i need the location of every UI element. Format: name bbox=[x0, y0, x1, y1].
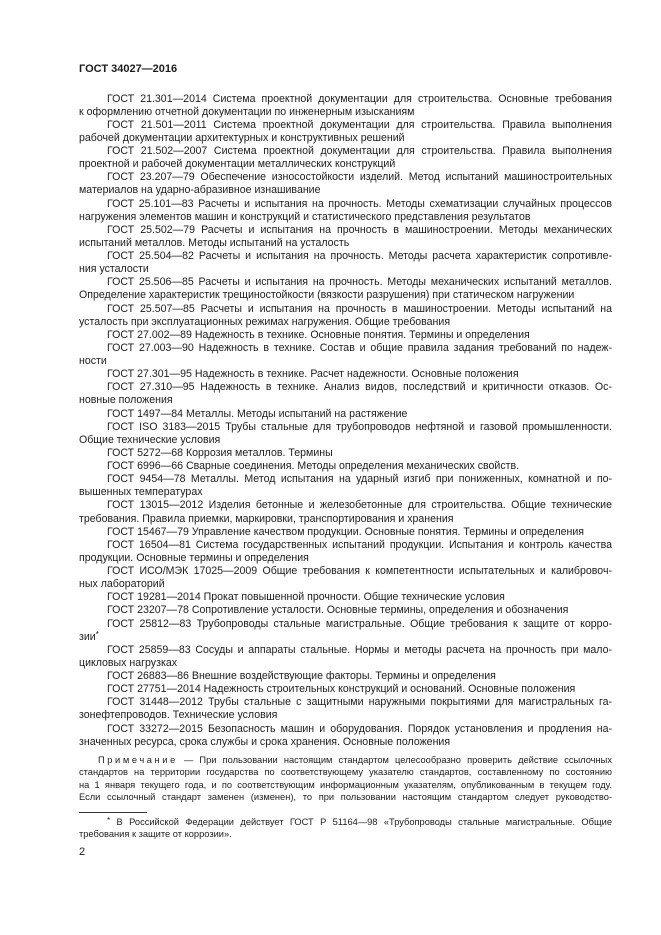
note-line: стандартов на территории государства по соответствующему указателю стандартов, составленному по состоянию bbox=[79, 767, 612, 778]
reference-line: ГОСТ 27.301—95 Надежность в технике. Расчет надежности. Основные положения bbox=[107, 368, 519, 381]
reference-entry bbox=[79, 618, 612, 644]
footnote-marker: * bbox=[95, 629, 99, 639]
footnote-line bbox=[79, 816, 612, 828]
reference-entry bbox=[79, 696, 612, 722]
reference-entry bbox=[79, 145, 612, 171]
reference-line: ГОСТ 25.507—85 Расчеты и испытания на прочность в машиностроении. Методы испытаний на bbox=[107, 302, 612, 315]
reference-line: ГОСТ ИСО/МЭК 17025—2009 Общие требования к компетентности испытательных и калибровоч- bbox=[107, 565, 612, 577]
reference-line: ГОСТ 31448—2012 Трубы стальные с защитными наружными покрытиями для магистральных га- bbox=[107, 696, 612, 709]
reference-line: ГОСТ 27.310—95 Надежность в технике. Анализ видов, последствий и критичности отказов. Ос- bbox=[107, 381, 612, 394]
reference-line: ГОСТ 9454—78 Металлы. Метод испытания на ударный изгиб при пониженных, комнатной и по- bbox=[107, 473, 612, 486]
reference-entry bbox=[79, 198, 612, 224]
reference-line: нагружения элементов машин и конструкций и статистического представления результатов bbox=[79, 210, 531, 223]
reference-entry bbox=[79, 342, 612, 368]
reference-line: ГОСТ 15467—79 Управление качеством продукции. Основные понятия. Термины и определения bbox=[107, 525, 585, 538]
reference-line: усталость при эксплуатационных режимах нагружения. Общие требования bbox=[79, 315, 451, 328]
reference-line-text: зии bbox=[79, 630, 96, 643]
reference-line: ГОСТ 16504—81 Система государственных испытаний продукции. Испытания и контроль качества bbox=[107, 538, 612, 551]
reference-line: ГОСТ 27.002—89 Надежность в технике. Основные понятия. Термины и определения bbox=[107, 328, 530, 341]
note-line: Если ссылочный стандарт заменен (изменен), то при пользовании настоящим стандартом следует руководство- bbox=[79, 791, 612, 802]
reference-entry bbox=[79, 250, 612, 276]
reference-line: рабочей документации архитектурных и конструктивных решений bbox=[79, 131, 405, 144]
reference-line: ГОСТ 26883—86 Внешние воздействующие факторы. Термины и определения bbox=[107, 670, 496, 682]
reference-line: ГОСТ 19281—2014 Прокат повышенной прочности. Общие технические условия bbox=[107, 591, 505, 604]
document-header: ГОСТ 34027—2016 bbox=[79, 63, 178, 75]
reference-entry bbox=[79, 604, 612, 617]
reference-line: продукции. Основные термины и определения bbox=[79, 551, 309, 564]
reference-entry bbox=[79, 565, 612, 591]
reference-entry bbox=[79, 276, 612, 302]
reference-entry bbox=[79, 670, 612, 683]
reference-line: ГОСТ 25859—83 Сосуды и аппараты стальные. Нормы и методы расчета на прочность при мало- bbox=[107, 643, 612, 656]
reference-line: ГОСТ 21.501—2011 Система проектной документации для строительства. Правила выполнения bbox=[107, 118, 612, 131]
reference-line: ГОСТ 1497—84 Металлы. Методы испытаний на растяжение bbox=[107, 407, 408, 420]
reference-line: ГОСТ 6996—66 Сварные соединения. Методы определения механических свойств. bbox=[107, 460, 520, 472]
reference-entry bbox=[79, 644, 612, 670]
reference-line: ГОСТ 33272—2015 Безопасность машин и оборудования. Порядок установления и продления на- bbox=[107, 722, 612, 735]
reference-entry bbox=[79, 408, 612, 421]
reference-entry bbox=[79, 526, 612, 539]
reference-entry bbox=[79, 303, 612, 329]
reference-entry bbox=[79, 473, 612, 499]
reference-line: ГОСТ 27751—2014 Надежность строительных конструкций и оснований. Основные положения bbox=[107, 683, 576, 696]
note-line-text: — При пользовании настоящим стандартом целесообразно проверить действие ссылочных bbox=[184, 755, 612, 765]
reference-entry bbox=[79, 499, 612, 525]
note-line bbox=[79, 754, 612, 766]
reference-entry bbox=[79, 368, 612, 381]
reference-entry bbox=[79, 723, 612, 749]
reference-line: ности bbox=[79, 355, 107, 367]
reference-line: ГОСТ 25.504—82 Расчеты и испытания на прочность. Методы расчета характеристик сопротивле- bbox=[107, 250, 612, 262]
note-block bbox=[79, 754, 612, 803]
footnote-line: требования к защите от коррозии». bbox=[79, 829, 232, 840]
reference-line: ГОСТ 21.301—2014 Система проектной документации для строительства. Основные требования bbox=[107, 92, 612, 105]
reference-line: вышенных температурах bbox=[79, 486, 203, 499]
reference-line: ГОСТ ISO 3183—2015 Трубы стальные для трубопроводов нефтяной и газовой промышленности. bbox=[107, 420, 612, 433]
reference-line: ГОСТ 23.207—79 Обеспечение износостойкости изделий. Метод испытаний машиностроительных bbox=[107, 171, 612, 184]
reference-entry bbox=[79, 591, 612, 604]
reference-entry bbox=[79, 171, 612, 197]
reference-line: ния усталости bbox=[79, 263, 149, 276]
reference-entry bbox=[79, 93, 612, 119]
reference-entry bbox=[79, 224, 612, 250]
reference-line: Определение характеристик трещиностойкости (вязкости разрушения) при статическом нагружении bbox=[79, 289, 575, 302]
reference-entry bbox=[79, 421, 612, 447]
reference-entry bbox=[79, 447, 612, 460]
reference-line: зонефтепроводов. Технические условия bbox=[79, 709, 278, 722]
page-number: 2 bbox=[79, 846, 86, 858]
reference-line: ГОСТ 21.502—2007 Система проектной документации для строительства. Правила выполнения bbox=[107, 145, 612, 157]
reference-line: ГОСТ 25812—83 Трубопроводы стальные магистральные. Общие требования к защите от корро- bbox=[107, 617, 612, 630]
reference-line: ГОСТ 25.502—79 Расчеты и испытания на прочность в машиностроении. Методы механических bbox=[107, 223, 612, 236]
reference-entry bbox=[79, 329, 612, 342]
footnote-line-text: В Российской Федерации действует ГОСТ Р 51164—98 «Трубопроводы стальные магистральные. Общие bbox=[116, 817, 612, 827]
reference-entry bbox=[79, 119, 612, 145]
reference-line: ГОСТ 27.003—90 Надежность в технике. Состав и общие правила задания требований по надеж- bbox=[107, 341, 612, 354]
reference-entry bbox=[79, 460, 612, 473]
reference-line: испытаний металлов. Методы испытаний на усталость bbox=[79, 236, 350, 249]
normative-references-list bbox=[79, 93, 612, 749]
footnote-mark: * bbox=[107, 816, 111, 825]
note-line: на 1 января текущего года, и по соответствующим информационным указателям, опубликованным в текущем году. bbox=[79, 779, 612, 790]
reference-line bbox=[79, 631, 612, 644]
footnote-divider bbox=[79, 812, 147, 813]
reference-line: ГОСТ 25.101—83 Расчеты и испытания на прочность. Методы схематизации случайных процессов bbox=[107, 197, 612, 210]
reference-line: проектной и рабочей документации металлических конструкций bbox=[79, 158, 396, 171]
reference-line: новные положения bbox=[79, 394, 173, 407]
reference-line: ГОСТ 5272—68 Коррозия металлов. Термины bbox=[107, 446, 333, 459]
reference-line: к оформлению отчетной документации по инженерным изысканиям bbox=[79, 105, 415, 118]
footnote-block bbox=[79, 816, 612, 841]
reference-line: материалов на ударно-абразивное изнашивание bbox=[79, 184, 321, 197]
reference-entry bbox=[79, 539, 612, 565]
reference-entry bbox=[79, 683, 612, 696]
reference-line: ГОСТ 25.506—85 Расчеты и испытания на прочность. Методы механических испытаний металлов. bbox=[107, 276, 612, 289]
reference-line: значенных ресурса, срока службы и срока хранения. Основные положения bbox=[79, 735, 451, 748]
reference-line: ных лабораторий bbox=[79, 578, 165, 591]
reference-line: Общие технические условия bbox=[79, 433, 221, 446]
reference-line: цикловых нагрузках bbox=[79, 656, 178, 669]
note-label: Примечание bbox=[98, 755, 178, 765]
reference-line: ГОСТ 23207—78 Сопротивление усталости. Основные термины, определения и обозначения bbox=[107, 604, 569, 617]
reference-line: ГОСТ 13015—2012 Изделия бетонные и железобетонные для строительства. Общие технические bbox=[107, 499, 612, 512]
reference-entry bbox=[79, 381, 612, 407]
reference-line: требования. Правила приемки, маркировки, транспортирования и хранения bbox=[79, 512, 454, 525]
